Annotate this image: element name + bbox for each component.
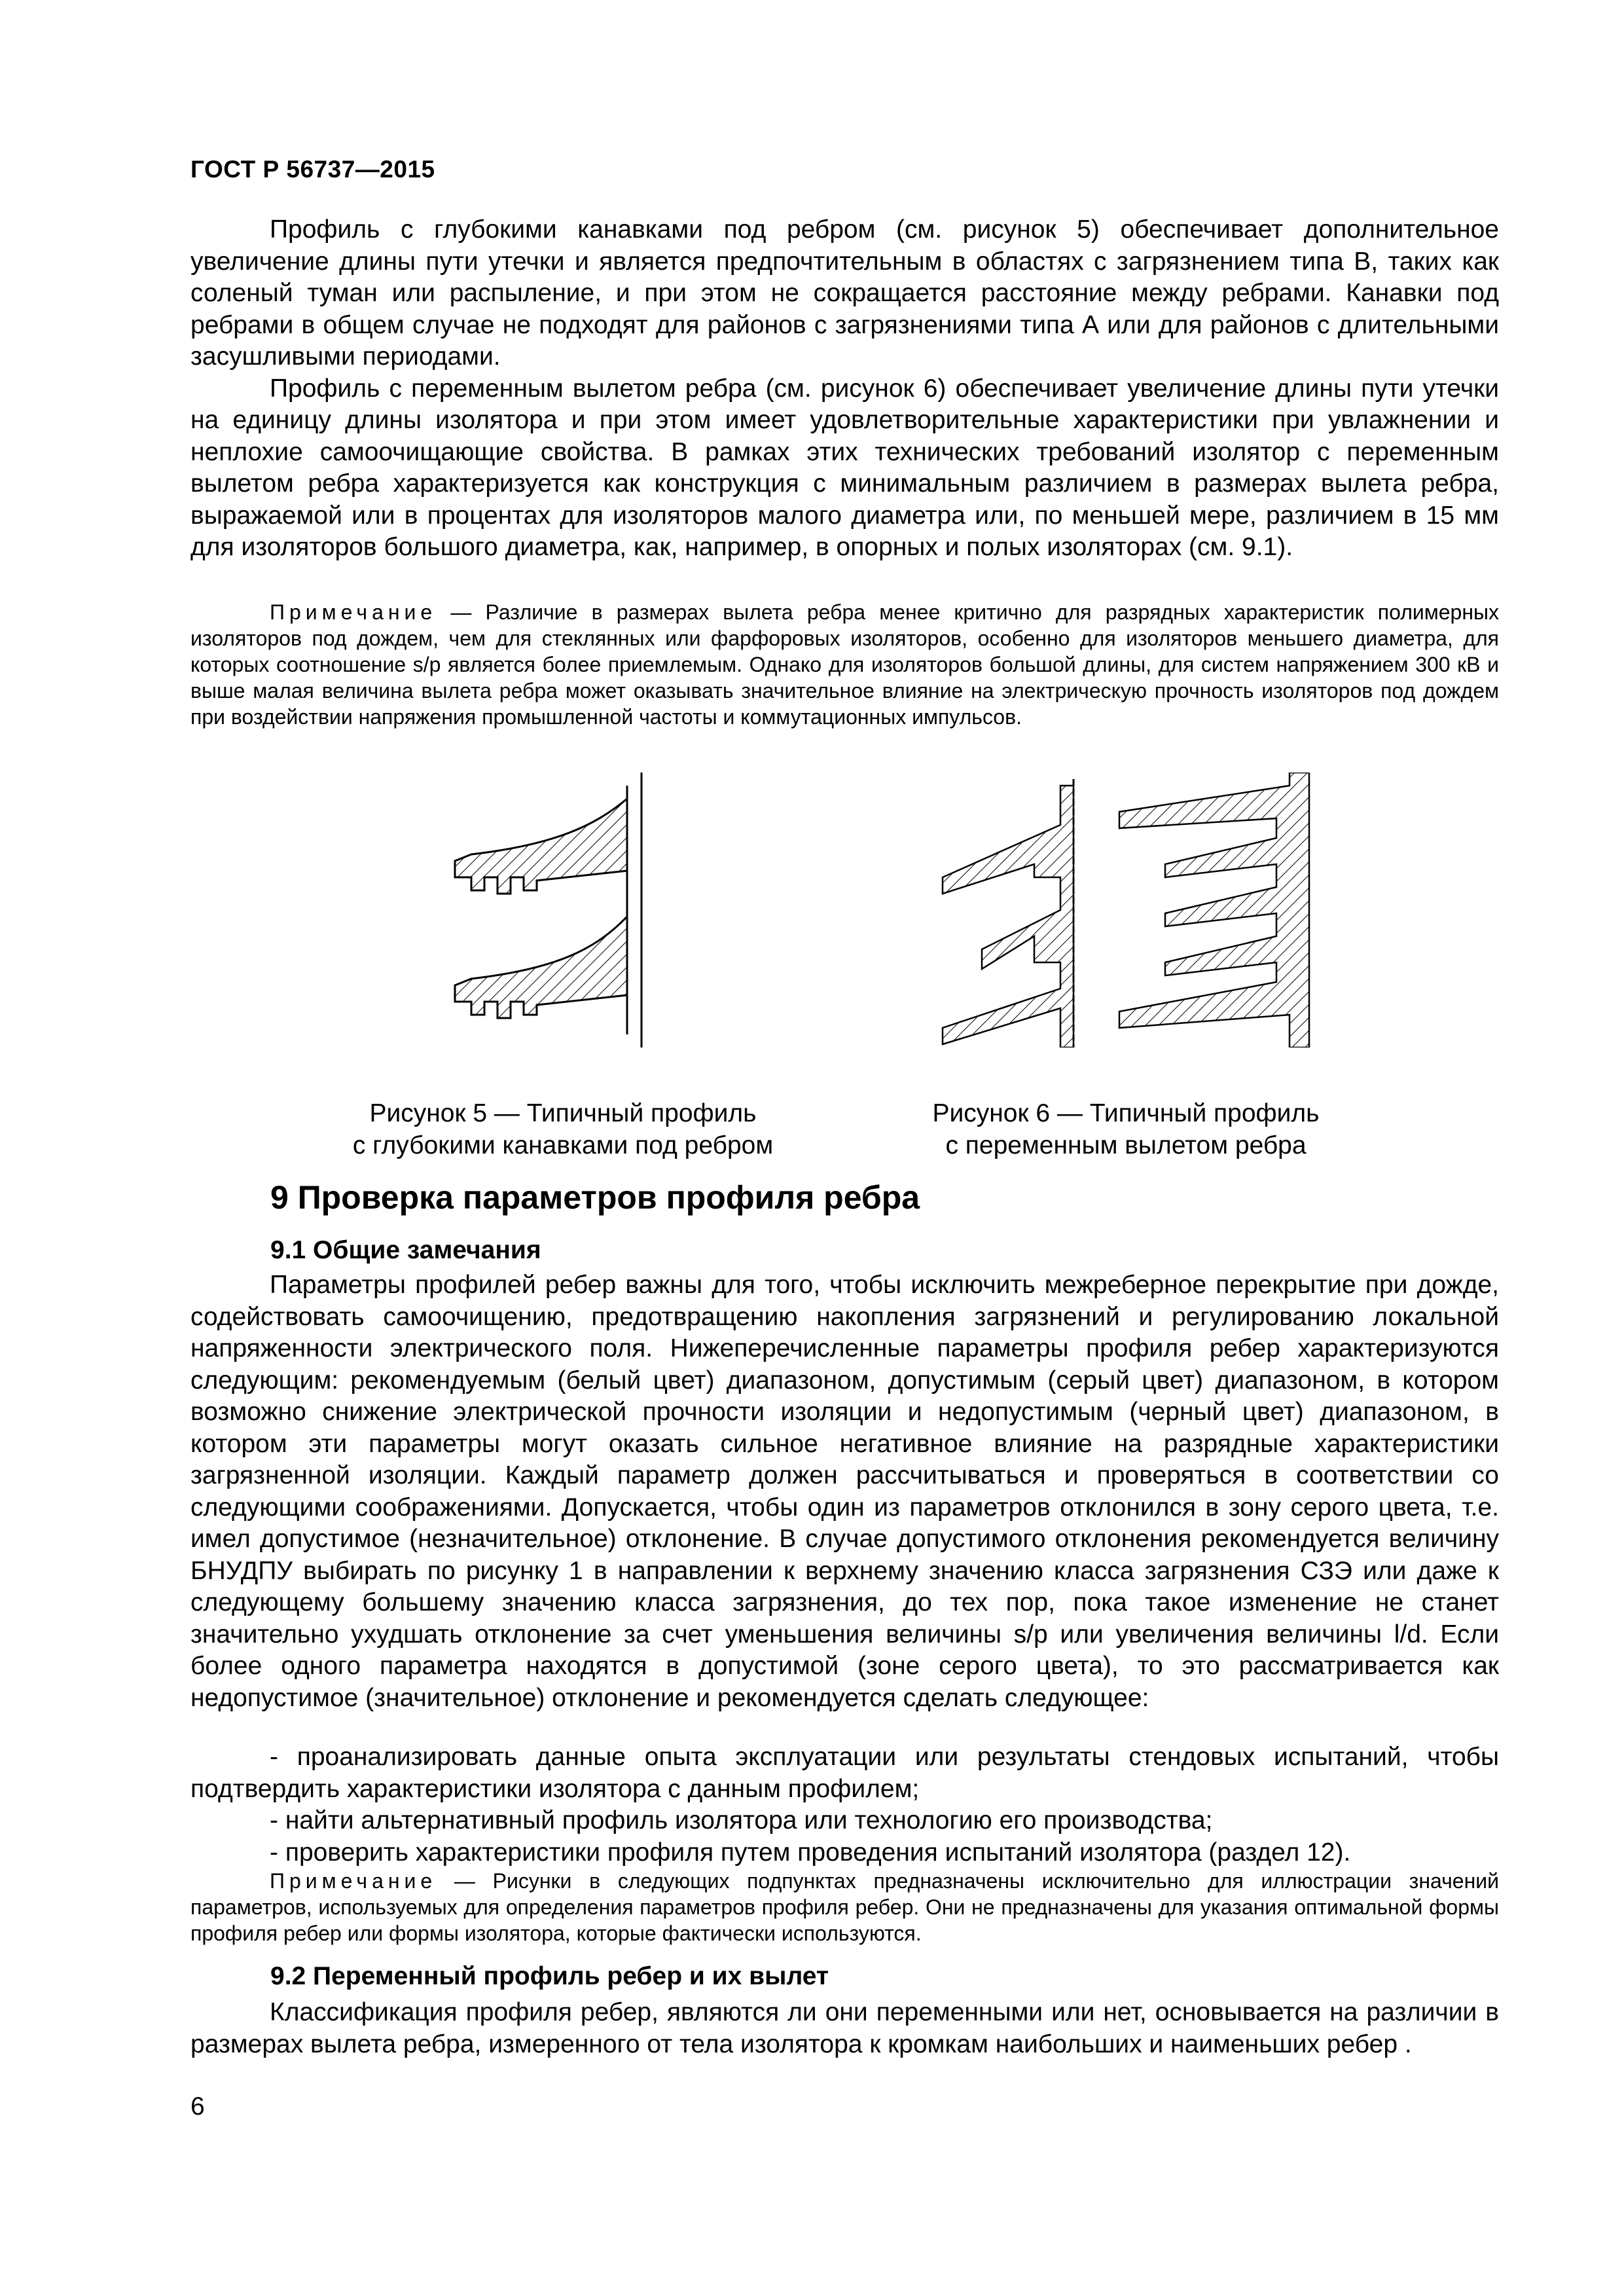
subsection-9-1-body: [190, 1269, 1499, 1714]
subsection-9-2-body: [190, 1997, 1499, 2060]
note-shed-overhang: [190, 599, 1499, 730]
document-header: ГОСТ Р 56737—2015: [190, 156, 435, 183]
paragraph-deep-grooves: Профиль с глубокими канавками под ребром (см. рисунок 5) обеспечивает дополнительное увеличение длины пути утечки и является предпочтительным в областях с загрязнением типа В, таких как соленый туман или распыление, и при этом не сокращается расстояние между ребрами. Канавки под ребрами в общем случае не подходят для районов с загрязнениями типа А или для районов с длительными засушливыми периодами.: [190, 215, 1499, 371]
recommendation-list: [190, 1741, 1499, 1868]
section-9-title: 9 Проверка параметров профиля ребра: [270, 1179, 920, 1216]
figure-5-caption-line2: с глубокими канавками под ребром: [352, 1131, 774, 1159]
figure-5-caption-line1: Рисунок 5 — Типичный профиль: [369, 1099, 757, 1127]
note-lead: Примечание: [270, 1869, 437, 1893]
figure-6-caption-line2: с переменным вылетом ребра: [945, 1131, 1307, 1159]
note-text: — Различие в размерах вылета ребра менее критично для разрядных характеристик полимерных изоляторов под дождем, чем для стеклянных или фарфоровых изоляторов, особенно для изоляторов меньшего диаметра, для которых соотношение s/p является более приемлемым. Однако для изоляторов большой длины, для систем напряжением 300 кВ и выше малая величина вылета ребра может оказывать значительное влияние на электрическую прочность изоляторов под дождем при воздействии напряжения промышленной частоты и коммутационных импульсов.: [190, 600, 1499, 729]
paragraph-alternating-sheds: Профиль с переменным вылетом ребра (см. рисунок 6) обеспечивает увеличение длины пути утечки на единицу длины изолятора и при этом имеет удовлетворительные характеристики при увлажнении и неплохие самоочищающие свойства. В рамках этих технических требований изолятор с переменным вылетом ребра характеризуется как конструкция с минимальным различием в размерах вылета ребра, выражаемой или в процентах для изоляторов малого диаметра или, по меньшей мере, различием в 15 мм для изоляторов большого диаметра, как, например, в опорных и полых изоляторах (см. 9.1).: [190, 374, 1499, 561]
subsection-9-2-title: 9.2 Переменный профиль ребер и их вылет: [270, 1962, 829, 1990]
figure-6-caption-line1: Рисунок 6 — Типичный профиль: [932, 1099, 1320, 1127]
figure-5-drawing: [445, 773, 668, 1048]
list-item: - проверить характеристики профиля путем проведения испытаний изолятора (раздел 12).: [270, 1838, 1351, 1867]
list-item: - проанализировать данные опыта эксплуатации или результаты стендовых испытаний, чтобы подтвердить характеристики изолятора с данным профилем;: [190, 1743, 1499, 1803]
note-figures: [190, 1868, 1499, 1946]
paragraph-9-1: Параметры профилей ребер важны для того, чтобы исключить межреберное перекрытие при дожде, содействовать самоочищению, предотвращению накопления загрязнений и регулированию локальной напряженности электрического поля. Нижеперечисленные параметры профиля ребер характеризуются следующим: рекомендуемым (белый цвет) диапазоном, допустимым (серый цвет) диапазоном, в котором возможно снижение электрической прочности изоляции и недопустимым (черный цвет) диапазоном, в котором эти параметры могут оказать сильное негативное влияние на разрядные характеристики загрязненной изоляции. Каждый параметр должен рассчитываться и проверяться в соответствии со следующими соображениями. Допускается, чтобы один из параметров отклонился в зону серого цвета, т.е. имел допустимое (незначительное) отклонение. В случае допустимого отклонения рекомендуется величину БНУДПУ выбирать по рисунку 1 в направлении к верхнему значению класса загрязнения СЗЭ или даже к следующему большему значению класса загрязнения, до тех пор, пока такое изменение не станет значительно ухудшать отклонение за счет уменьшения величины s/p или увеличения величины l/d. Если более одного параметра находятся в допустимой (зоне серого цвета), то это рассматривается как недопустимое (значительное) отклонение и рекомендуется сделать следующее:: [190, 1271, 1499, 1712]
note-lead: Примечание: [270, 600, 437, 624]
figure-6-drawing-right: [1113, 773, 1329, 1048]
figure-6-drawing-left: [929, 779, 1093, 1048]
section8-body: [190, 214, 1499, 564]
note-text: — Рисунки в следующих подпунктах предназначены исключительно для иллюстрации значений параметров, используемых для определения параметров профиля ребер. Они не предназначены для указания оптимальной формы профиля ребер или формы изолятора, которые фактически используются.: [190, 1869, 1499, 1945]
subsection-9-1-title: 9.1 Общие замечания: [270, 1236, 541, 1264]
figure-6-caption: [903, 1097, 1348, 1161]
page-number: 6: [190, 2092, 205, 2121]
paragraph-9-2: Классификация профиля ребер, являются ли они переменными или нет, основывается на различии в размерах вылета ребра, измеренного от тела изолятора к кромкам наибольших и наименьших ребер .: [190, 1998, 1499, 2058]
figure-5-caption: [340, 1097, 785, 1161]
list-item: - найти альтернативный профиль изолятора или технологию его производства;: [270, 1806, 1213, 1834]
